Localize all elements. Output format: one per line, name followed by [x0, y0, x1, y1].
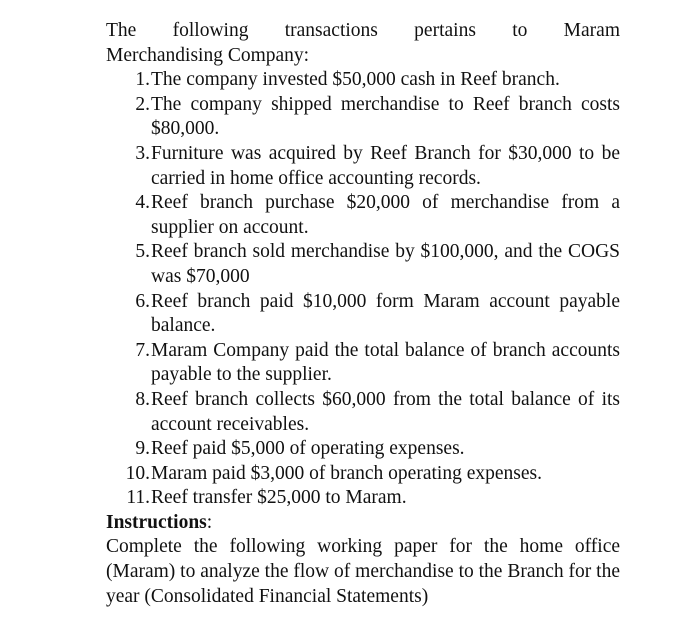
transaction-number: 7. [135, 339, 150, 361]
transaction-number: 9. [135, 438, 150, 460]
transaction-text: Reef paid $5,000 of operating expenses. [151, 438, 465, 460]
instructions-body: Complete the following working paper for the home office (Maram) to analyze the flow of merchandise to the Branch for the year (Consolidated Financial Statements) [106, 536, 620, 607]
transaction-item [106, 240, 620, 289]
transaction-item [106, 93, 620, 142]
document-page [106, 19, 620, 609]
transaction-text: The company invested $50,000 cash in Reef branch. [151, 69, 560, 91]
intro-paragraph [106, 19, 620, 68]
transaction-text: Maram paid $3,000 of branch operating expenses. [151, 462, 542, 484]
transaction-text: Reef branch paid $10,000 form Maram account payable balance. [151, 290, 620, 337]
intro-line-2: Merchandising Company: [106, 44, 310, 66]
transaction-item [106, 339, 620, 388]
transaction-item [106, 486, 620, 511]
transaction-item [106, 68, 620, 93]
transaction-number: 11. [126, 487, 150, 509]
instructions-heading [106, 511, 620, 536]
transaction-list [106, 68, 620, 511]
transaction-text: Maram Company paid the total balance of branch accounts payable to the supplier. [151, 339, 620, 386]
intro-line-1: The following transactions pertains to Maram [106, 20, 620, 41]
transaction-item [106, 290, 620, 339]
transaction-text: Furniture was acquired by Reef Branch for $30,000 to be carried in home office accounting records. [151, 142, 620, 189]
transaction-number: 4. [135, 192, 150, 214]
transaction-item [106, 388, 620, 437]
transaction-item [106, 462, 620, 487]
transaction-item [106, 191, 620, 240]
transaction-number: 5. [135, 241, 150, 263]
transaction-text: Reef branch sold merchandise by $100,000, and the COGS was $70,000 [151, 241, 620, 287]
instructions-heading-text: Instructions [106, 511, 207, 533]
transaction-item [106, 142, 620, 191]
transaction-item [106, 437, 620, 462]
transaction-number: 1. [135, 69, 150, 91]
transaction-number: 3. [135, 142, 150, 164]
transaction-number: 6. [135, 290, 150, 312]
transaction-text: Reef transfer $25,000 to Maram. [151, 487, 407, 509]
transaction-text: The company shipped merchandise to Reef branch costs $80,000. [151, 93, 620, 140]
transaction-text: Reef branch purchase $20,000 of merchandise from a supplier on account. [151, 192, 620, 238]
transaction-text: Reef branch collects $60,000 from the total balance of its account receivables. [151, 388, 620, 435]
transaction-number: 2. [135, 93, 150, 115]
instructions-heading-colon: : [206, 511, 213, 533]
transaction-number: 8. [135, 388, 150, 410]
transaction-number: 10. [125, 462, 150, 484]
